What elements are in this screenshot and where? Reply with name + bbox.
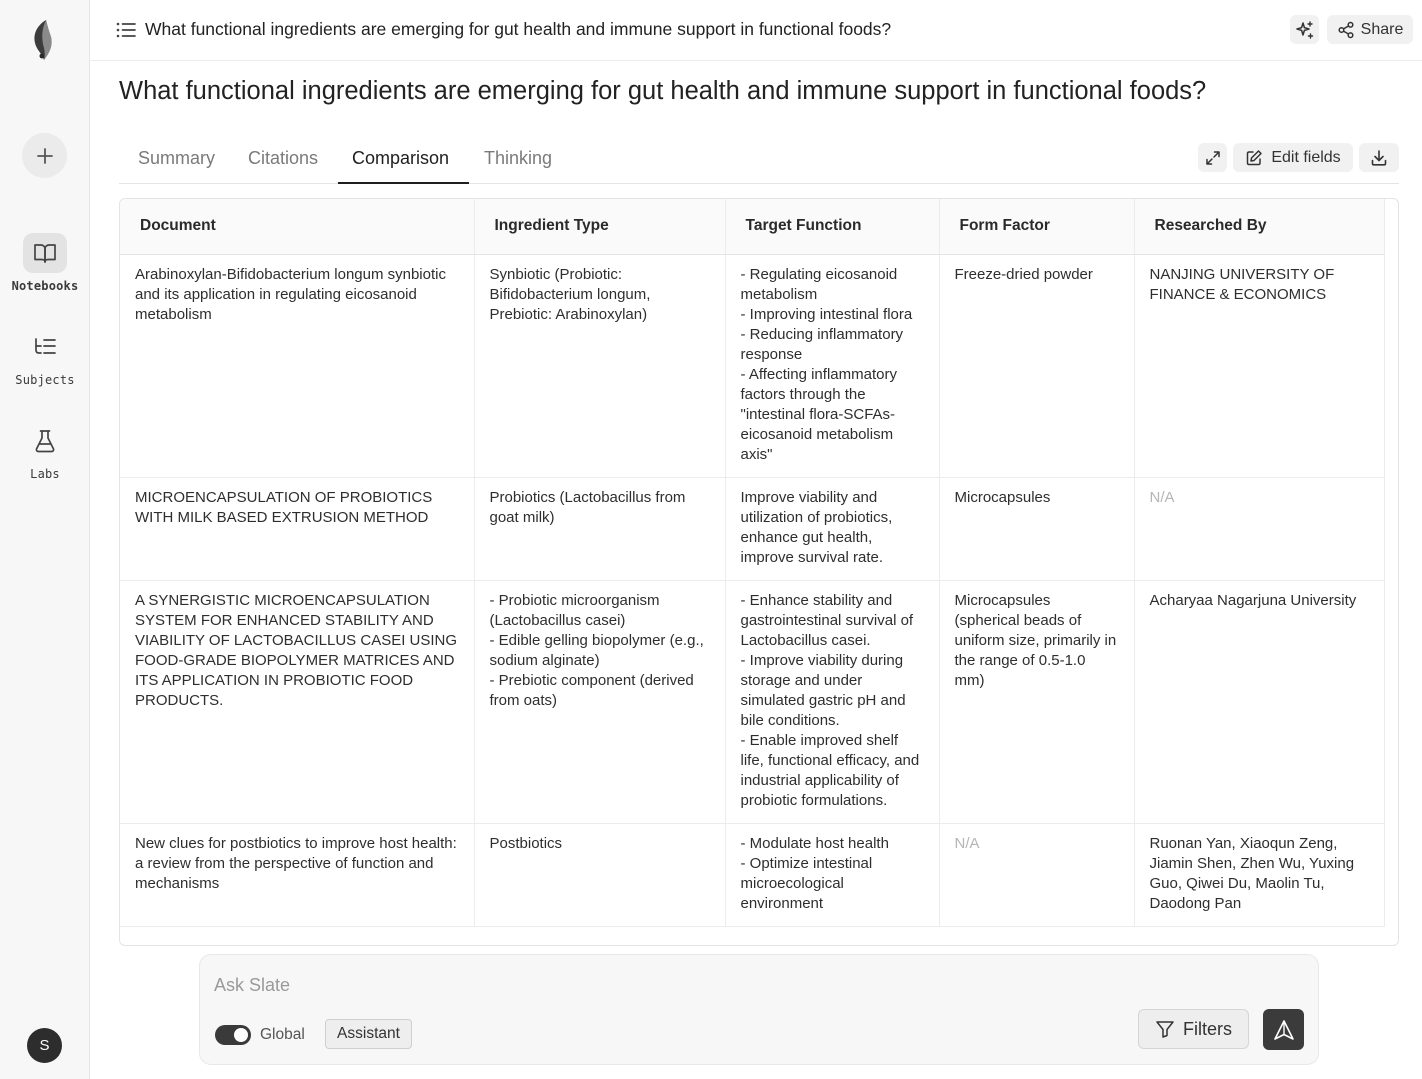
- filters-button[interactable]: [1138, 1009, 1249, 1049]
- user-avatar[interactable]: S: [27, 1028, 62, 1063]
- cell-ingredient-type: Synbiotic (Probiotic: Bifidobacterium longum, Prebiotic: Arabinoxylan): [474, 254, 725, 477]
- slate-logo-icon[interactable]: [28, 18, 60, 62]
- sidebar-item-subjects[interactable]: [0, 327, 90, 387]
- tab-summary[interactable]: Summary: [138, 148, 216, 168]
- sidebar-item-label: Notebooks: [11, 279, 79, 293]
- cell-researched-by: Ruonan Yan, Xiaoqun Zeng, Jiamin Shen, Zhen Wu, Yuxing Guo, Qiwei Du, Maolin Tu, Daodong Pan: [1134, 823, 1384, 926]
- edit-icon: [1245, 149, 1263, 167]
- cell-form-factor: N/A: [939, 823, 1134, 926]
- filter-icon: [1155, 1019, 1175, 1039]
- cell-researched-by: Acharyaa Nagarjuna University: [1134, 580, 1384, 823]
- filters-label: Filters: [1183, 1018, 1232, 1039]
- column-header-ingredient-type[interactable]: Ingredient Type: [474, 199, 725, 254]
- cell-document[interactable]: MICROENCAPSULATION OF PROBIOTICS WITH MILK BASED EXTRUSION METHOD: [120, 477, 474, 580]
- column-header-form-factor[interactable]: Form Factor: [939, 199, 1134, 254]
- share-label: Share: [1360, 20, 1404, 38]
- sidebar: [0, 0, 90, 1079]
- cell-ingredient-type: Postbiotics: [474, 823, 725, 926]
- share-button[interactable]: [1327, 15, 1413, 44]
- new-notebook-button[interactable]: [22, 133, 67, 178]
- column-header-target-function[interactable]: Target Function: [725, 199, 939, 254]
- sidebar-item-label: Labs: [30, 467, 60, 481]
- flask-icon: [34, 429, 56, 453]
- download-button[interactable]: [1359, 143, 1399, 172]
- sidebar-item-notebooks[interactable]: [0, 233, 90, 293]
- list-icon[interactable]: [115, 20, 137, 40]
- cell-researched-by: N/A: [1134, 477, 1384, 580]
- toggle-knob: [234, 1028, 248, 1042]
- cell-form-factor: Freeze-dried powder: [939, 254, 1134, 477]
- share-icon: [1337, 21, 1355, 39]
- topbar-title: What functional ingredients are emerging for gut health and immune support in functional foods?: [145, 19, 892, 39]
- cell-target-function: Improve viability and utilization of probiotics, enhance gut health, improve survival rate.: [725, 477, 939, 580]
- tab-thinking[interactable]: Thinking: [484, 148, 553, 168]
- list-tree-icon: [33, 336, 57, 358]
- sidebar-item-labs[interactable]: [0, 421, 90, 481]
- comparison-table: [119, 198, 1399, 946]
- book-open-icon: [33, 242, 57, 264]
- sidebar-item-label: Subjects: [15, 373, 75, 387]
- tab-citations[interactable]: Citations: [248, 148, 319, 168]
- global-label: Global: [260, 1026, 305, 1043]
- cell-target-function: - Regulating eicosanoid metabolism - Improving intestinal flora - Reducing inflammatory response - Affecting inflammatory factors through the "intestinal flora-SCFAs-eicosanoid metabolism axis": [725, 254, 939, 477]
- cell-form-factor: Microcapsules: [939, 477, 1134, 580]
- ai-sparkle-button[interactable]: [1290, 15, 1319, 44]
- plus-icon: [35, 146, 55, 166]
- ask-panel: [199, 954, 1319, 1065]
- edit-fields-label: Edit fields: [1271, 148, 1341, 166]
- top-bar: [90, 0, 1422, 61]
- active-tab-indicator: [338, 182, 469, 184]
- column-header-researched-by[interactable]: Researched By: [1134, 199, 1384, 254]
- page-title: What functional ingredients are emerging for gut health and immune support in functional foods?: [119, 77, 1207, 105]
- table-row: [120, 477, 1384, 580]
- cell-target-function: - Modulate host health - Optimize intestinal microecological environment: [725, 823, 939, 926]
- cell-document[interactable]: Arabinoxylan-Bifidobacterium longum synbiotic and its application in regulating eicosanoid metabolism: [120, 254, 474, 477]
- tab-comparison[interactable]: Comparison: [352, 148, 450, 168]
- send-button[interactable]: [1263, 1009, 1304, 1050]
- global-toggle[interactable]: [215, 1025, 251, 1045]
- sparkle-icon: [1295, 20, 1315, 40]
- cell-form-factor: Microcapsules (spherical beads of uniform size, primarily in the range of 0.5-1.0 mm): [939, 580, 1134, 823]
- download-icon: [1370, 149, 1388, 167]
- cell-document[interactable]: New clues for postbiotics to improve host health: a review from the perspective of function and mechanisms: [120, 823, 474, 926]
- column-header-document[interactable]: Document: [120, 199, 474, 254]
- expand-button[interactable]: [1198, 143, 1227, 172]
- expand-icon: [1205, 150, 1221, 166]
- cell-target-function: - Enhance stability and gastrointestinal survival of Lactobacillus casei. - Improve viability during storage and under simulated gastric pH and bile conditions. - Enable improved shelf life, functional efficacy, and industrial applicability of probiotic formulations.: [725, 580, 939, 823]
- table-row: [120, 580, 1384, 823]
- cell-ingredient-type: Probiotics (Lactobacillus from goat milk): [474, 477, 725, 580]
- table-row: [120, 254, 1384, 477]
- cell-researched-by: NANJING UNIVERSITY OF FINANCE & ECONOMICS: [1134, 254, 1384, 477]
- edit-fields-button[interactable]: [1233, 143, 1353, 172]
- cell-ingredient-type: - Probiotic microorganism (Lactobacillus casei) - Edible gelling biopolymer (e.g., sodium alginate) - Prebiotic component (derived from oats): [474, 580, 725, 823]
- assistant-button[interactable]: Assistant: [325, 1019, 412, 1049]
- send-icon: [1273, 1019, 1295, 1041]
- table-header-row: [120, 199, 1384, 254]
- table-row: [120, 823, 1384, 926]
- tab-bar: [119, 132, 1399, 184]
- cell-document[interactable]: A SYNERGISTIC MICROENCAPSULATION SYSTEM FOR ENHANCED STABILITY AND VIABILITY OF LACTOBACILLUS CASEI USING FOOD-GRADE BIOPOLYMER MATRICES AND ITS APPLICATION IN PROBIOTIC FOOD PRODUCTS.: [120, 580, 474, 823]
- ask-input[interactable]: [214, 975, 1114, 996]
